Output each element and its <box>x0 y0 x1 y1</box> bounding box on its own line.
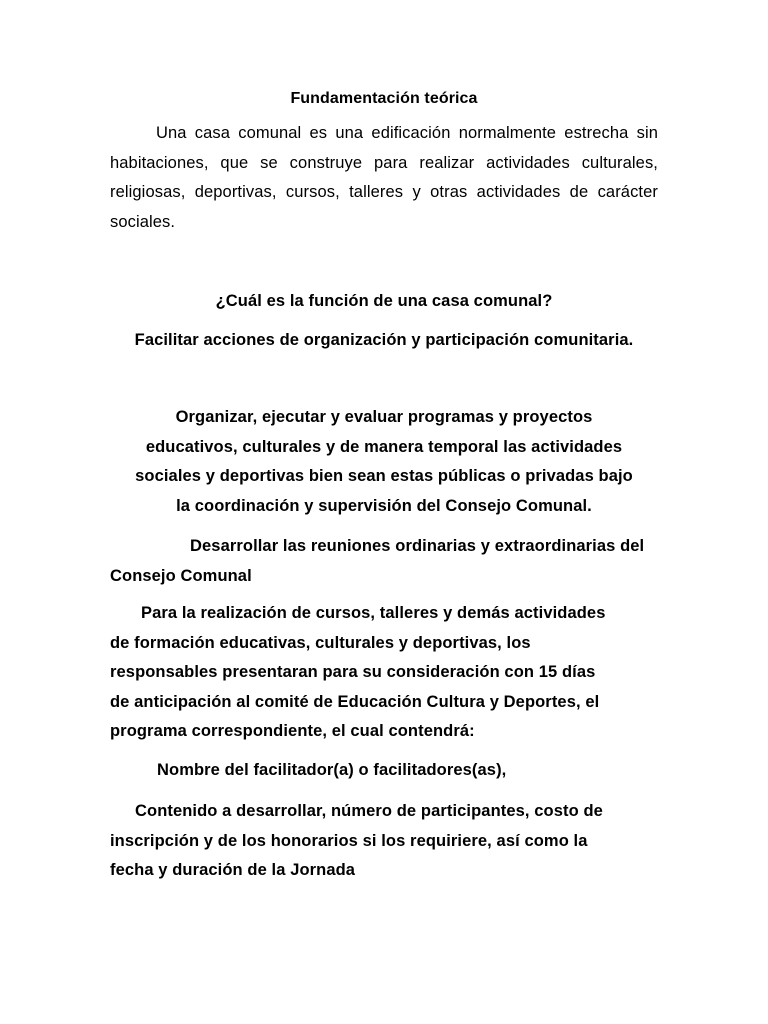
function-item-content <box>110 797 658 886</box>
document-title: Fundamentación teórica <box>290 90 478 107</box>
text-line: fecha y duración de la Jornada <box>110 861 356 879</box>
text-line: de formación educativas, culturales y deportivas, los <box>110 633 531 652</box>
question-heading: ¿Cuál es la función de una casa comunal? <box>215 292 553 310</box>
text-line: responsables presentaran para su consideración con 15 días <box>110 663 596 681</box>
text-line: Para la realización de cursos, talleres y demás actividades <box>141 604 606 622</box>
function-item-organize <box>110 403 658 521</box>
text-line: inscripción y de los honorarios si los requiriere, así como la <box>110 831 588 850</box>
function-item-meetings: Desarrollar las reuniones ordinarias y extraordinarias del Consejo Comunal <box>110 537 645 585</box>
text-line: la coordinación y supervisión del Consejo Comunal. <box>176 496 592 515</box>
text-line: sociales y deportivas bien sean estas públicas o privadas bajo <box>135 467 633 485</box>
intro-paragraph: Una casa comunal es una edificación normalmente estrecha sin habitaciones, que se construye para realizar actividades culturales, religiosas, deportivas, cursos, talleres y otras actividades de carácter sociales. <box>110 124 658 231</box>
text-line: Contenido a desarrollar, número de participantes, costo de <box>135 802 603 820</box>
function-item-courses <box>110 599 658 747</box>
function-item-facilitator: Nombre del facilitador(a) o facilitadores(as), <box>157 761 507 779</box>
text-line: de anticipación al comité de Educación Cultura y Deportes, el <box>110 692 600 711</box>
text-line: Organizar, ejecutar y evaluar programas y proyectos <box>175 408 593 426</box>
text-line: programa correspondiente, el cual contendrá: <box>110 722 475 740</box>
text-line: educativos, culturales y de manera temporal las actividades <box>145 437 623 456</box>
answer-paragraph: Facilitar acciones de organización y participación comunitaria. <box>134 331 634 349</box>
